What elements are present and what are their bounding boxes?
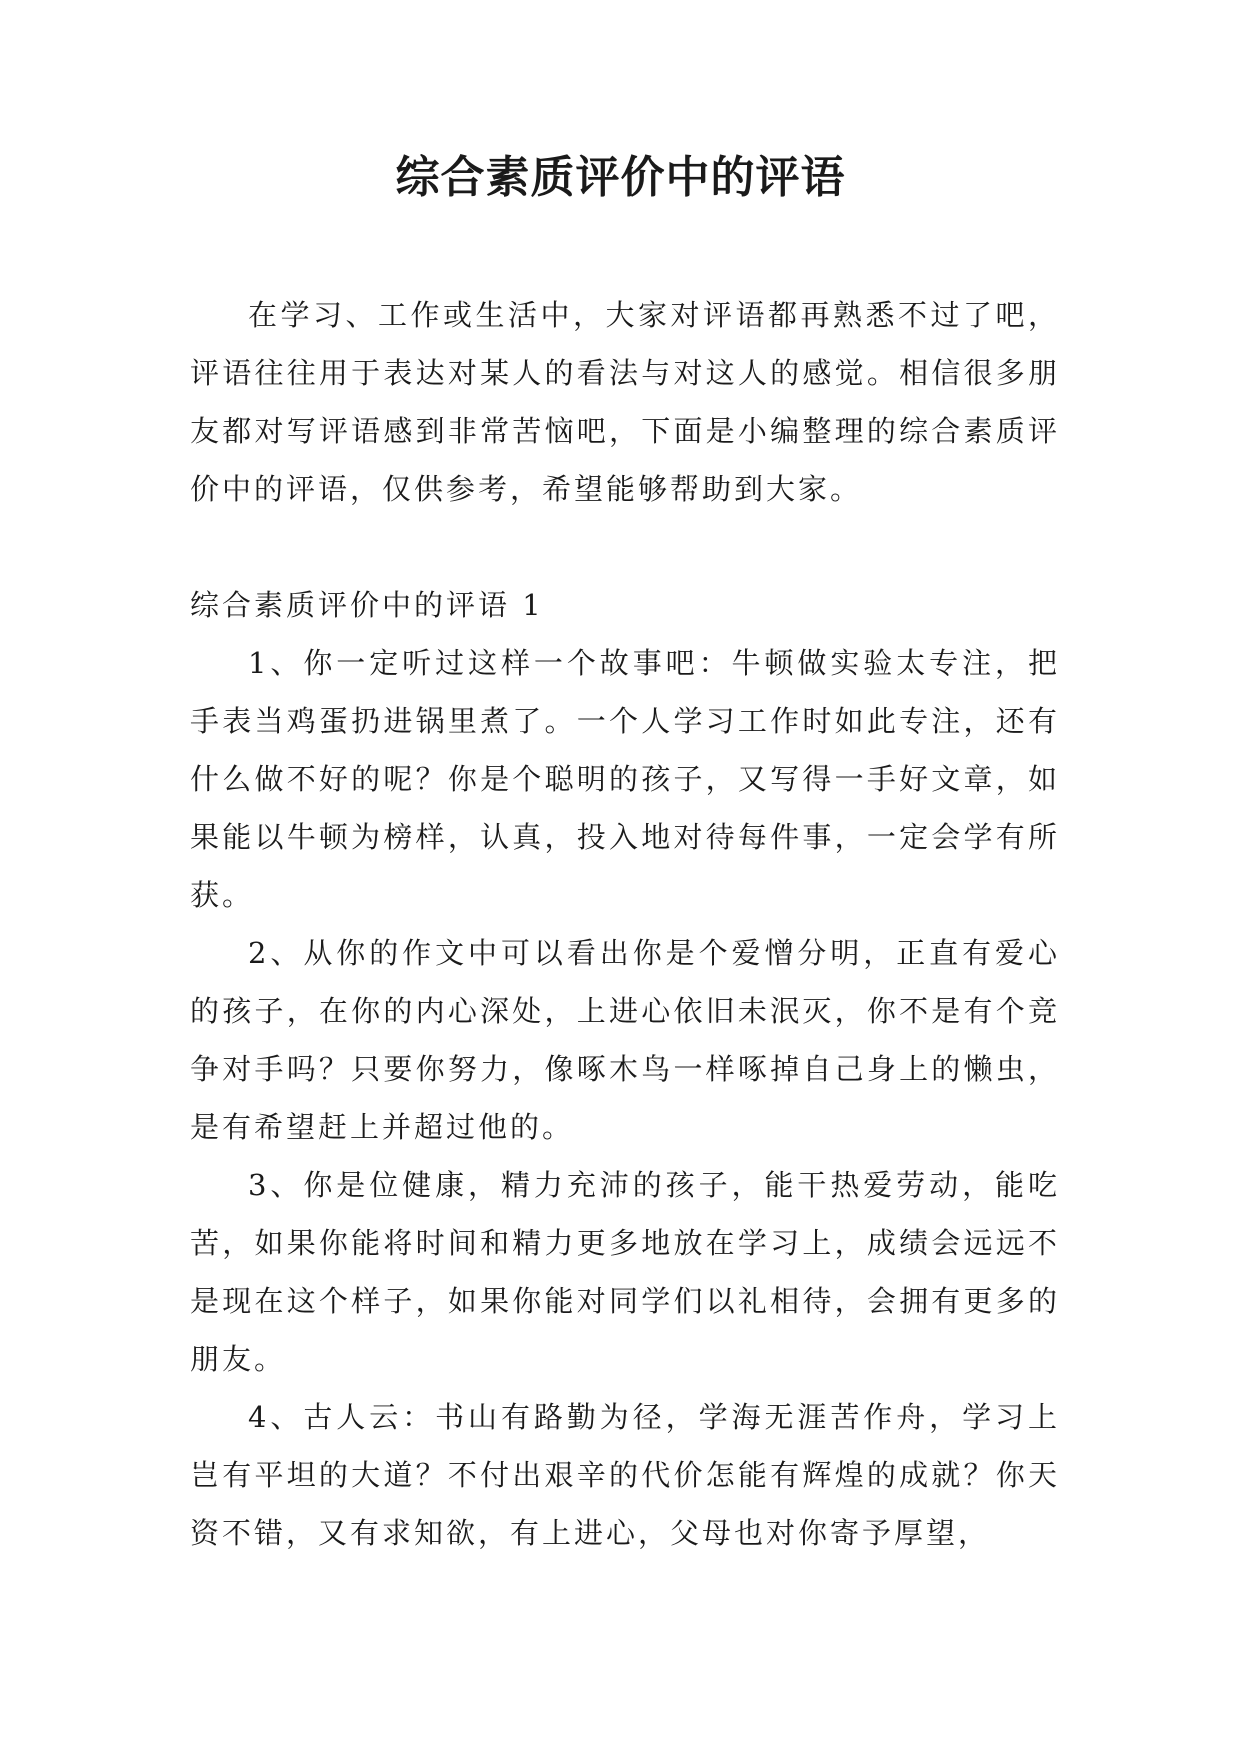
comment-item-3: 3、你是位健康，精力充沛的孩子，能干热爱劳动，能吃苦，如果你能将时间和精力更多地放在学习上，成绩会远远不是现在这个样子，如果你能对同学们以礼相待，会拥有更多的朋友。 bbox=[190, 1168, 1060, 1376]
document-body bbox=[190, 286, 1060, 1562]
document-title: 综合素质评价中的评语 bbox=[395, 152, 846, 203]
intro-paragraph: 在学习、工作或生活中，大家对评语都再熟悉不过了吧，评语往往用于表达对某人的看法与对这人的感觉。相信很多朋友都对写评语感到非常苦恼吧，下面是小编整理的综合素质评价中的评语，仅供参考，希望能够帮助到大家。 bbox=[190, 298, 1060, 506]
comment-item-2: 2、从你的作文中可以看出你是个爱憎分明，正直有爱心的孩子，在你的内心深处，上进心依旧未泯灭，你不是有个竞争对手吗？只要你努力，像啄木鸟一样啄掉自己身上的懒虫，是有希望赶上并超过他的。 bbox=[190, 936, 1060, 1144]
comment-item-1: 1、你一定听过这样一个故事吧：牛顿做实验太专注，把手表当鸡蛋扔进锅里煮了。一个人学习工作时如此专注，还有什么做不好的呢？你是个聪明的孩子，又写得一手好文章，如果能以牛顿为榜样，认真，投入地对待每件事，一定会学有所获。 bbox=[190, 646, 1060, 912]
comment-item-4: 4、古人云：书山有路勤为径，学海无涯苦作舟，学习上岂有平坦的大道？不付出艰辛的代价怎能有辉煌的成就？你天资不错，又有求知欲，有上进心，父母也对你寄予厚望， bbox=[190, 1400, 1060, 1550]
section-heading: 综合素质评价中的评语 1 bbox=[190, 588, 544, 622]
